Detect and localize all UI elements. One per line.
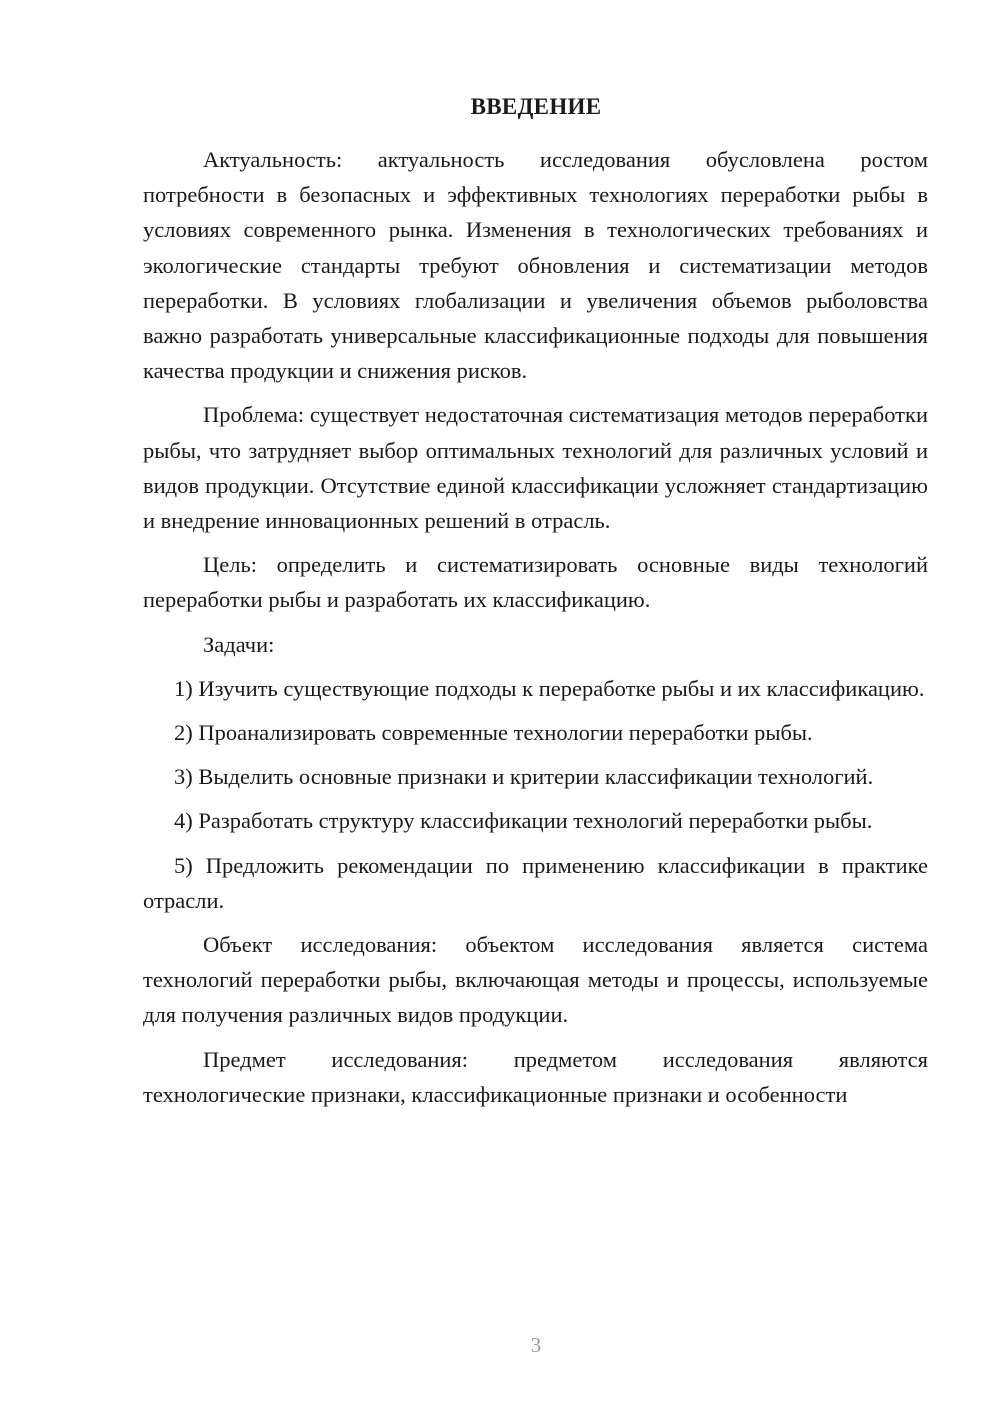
- paragraph-tasks-label: Задачи:: [203, 631, 275, 657]
- paragraph-object: Объект исследования: объектом исследования является система технологий переработки рыбы, включающая методы и процессы, используемые для получения различных видов продукции.: [143, 932, 928, 1028]
- task-item: 3) Выделить основные признаки и критерии классификации технологий.: [174, 764, 874, 790]
- task-item: 1) Изучить существующие подходы к переработке рыбы и их классификацию.: [174, 675, 925, 701]
- paragraph-goal: Цель: определить и систематизировать основные виды технологий переработки рыбы и разработать их классификацию.: [143, 552, 928, 613]
- task-item: 5) Предложить рекомендации по применению классификации в практике отрасли.: [143, 852, 928, 913]
- task-item: 4) Разработать структуру классификации технологий переработки рыбы.: [174, 808, 873, 834]
- paragraph-problem: Проблема: существует недостаточная систематизация методов переработки рыбы, что затрудняет выбор оптимальных технологий для различных условий и видов продукции. Отсутствие единой классификации усложняет стандартизацию и внедрение инновационных решений в отрасль.: [143, 402, 928, 534]
- body-text: [143, 142, 928, 1121]
- task-item: 2) Проанализировать современные технологии переработки рыбы.: [174, 720, 813, 746]
- paragraph-relevance: Актуальность: актуальность исследования обусловлена ростом потребности в безопасных и эффективных технологиях переработки рыбы в условиях современного рынка. Изменения в технологических требованиях и экологические стандарты требуют обновления и систематизации методов переработки. В условиях глобализации и увеличения объемов рыболовства важно разработать универсальные классификационные подходы для повышения качества продукции и снижения рисков.: [143, 147, 928, 384]
- section-heading: ВВЕДЕНИЕ: [470, 94, 602, 119]
- paragraph-subject: Предмет исследования: предметом исследования являются технологические признаки, классификационные признаки и особенности: [143, 1046, 928, 1107]
- page-number: 3: [530, 1333, 542, 1357]
